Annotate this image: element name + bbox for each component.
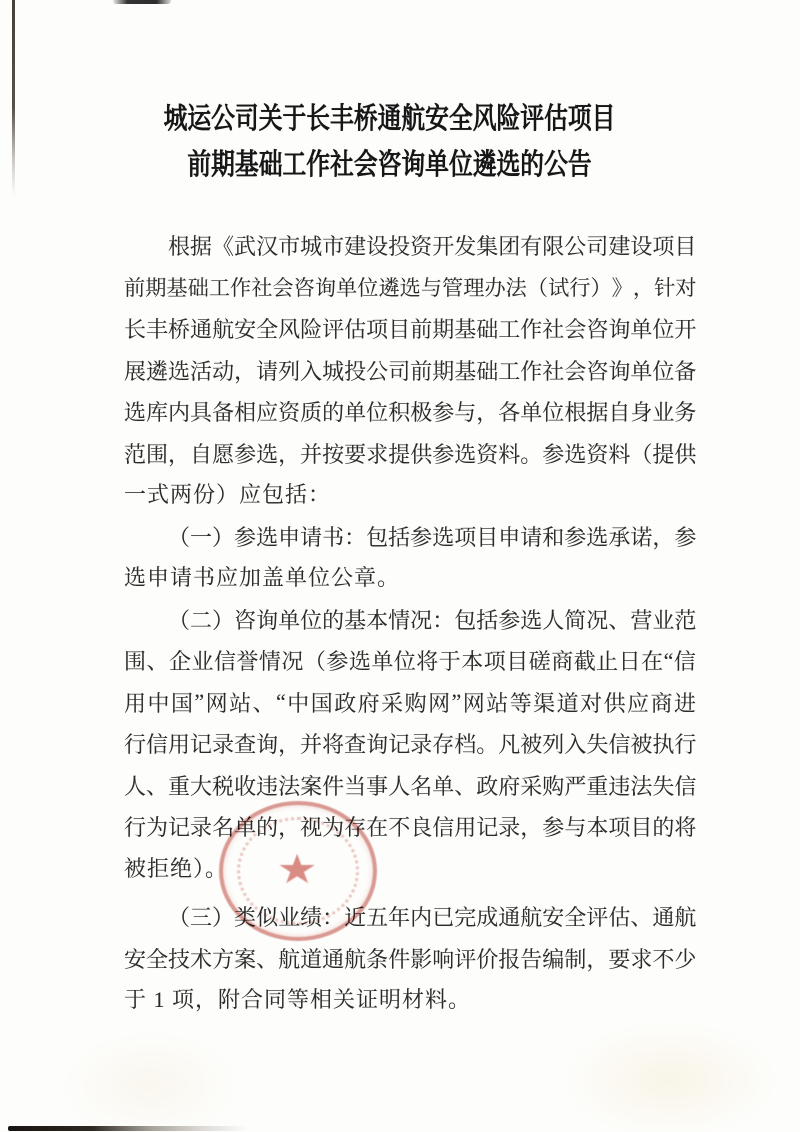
scan-artifact-bottom-edge <box>8 1126 248 1131</box>
text-line: 选申请书应加盖单位公章。 <box>124 565 401 590</box>
document-title <box>0 96 780 188</box>
text-line: 行 信 用 记 录 查 询 ， 并 将 查 询 记 录 存 档 。 凡 被 列 入 失 信 被 执 行 <box>124 732 697 758</box>
text-line: 人 、 重 大 税 收 违 法 案 件 当 事 人 名 单 、 政 府 采 购 严 重 违 法 失 信 <box>124 773 697 799</box>
star-icon: ★ <box>276 845 318 893</box>
scan-tint-blob <box>60 1030 240 1132</box>
text-line: 行 为 记 录 名 单 的 ， 视 为 存 在 不 良 信 用 记 录 ， 参 与 本 项 目 的 将 <box>124 815 697 841</box>
text-line: 范 围 ， 自 愿 参 选 ， 并 按 要 求 提 供 参 选 资 料 。 参 选 资 料 （ 提 供 <box>124 441 697 467</box>
scan-artifact-top-smudge <box>113 0 171 4</box>
text-line: 围 、 企 业 信 誉 情 况 （ 参 选 单 位 将 于 本 项 目 磋 商 截 止 日 在 “ 信 <box>124 647 696 675</box>
text-line: （ 一 ） 参 选 申 请 书 ： 包 括 参 选 项 目 申 请 和 参 选 承 诺 ， 参 <box>168 524 697 550</box>
scan-tint-blob <box>560 1020 780 1132</box>
text-line: 于 1 项，附合同等相关证明材料。 <box>124 987 472 1012</box>
document-body <box>124 225 696 1021</box>
text-line: 根 据 《 武 汉 市 城 市 建 设 投 资 开 发 集 团 有 限 公 司 建 设 项 目 <box>168 234 697 260</box>
text-line: 被拒绝）。 <box>124 855 229 881</box>
text-line: （ 三 ） 类 似 业 绩 ： 近 五 年 内 已 完 成 通 航 安 全 评 估 、 通 航 <box>168 905 697 931</box>
text-line: 用 中 国 ” 网 站 、 “ 中 国 政 府 采 购 网 ” 网 站 等 渠 道 对 供 应 商 进 <box>124 689 696 716</box>
title-line-2: 前期基础工作社会咨询单位遴选的公告 <box>187 149 593 181</box>
text-line: 前 期 基 础 工 作 社 会 咨 询 单 位 遴 选 与 管 理 办 法 （ 试 行 ） 》 ， 针 对 <box>124 276 697 301</box>
text-line: 安 全 技 术 方 案 、 航 道 通 航 条 件 影 响 评 价 报 告 编 制 ， 要 求 不 少 <box>124 946 697 972</box>
text-line: （ 二 ） 咨 询 单 位 的 基 本 情 况 ： 包 括 参 选 人 简 况 、 营 业 范 <box>168 607 697 633</box>
text-line: 选 库 内 具 备 相 应 资 质 的 单 位 积 极 参 与 ， 各 单 位 根 据 自 身 业 务 <box>124 400 697 426</box>
title-line-1: 城运公司关于长丰桥通航安全风险评估项目 <box>164 103 616 135</box>
text-line: 一式两份）应包括： <box>124 482 332 507</box>
text-line: 长 丰 桥 通 航 安 全 风 险 评 估 项 目 前 期 基 础 工 作 社 会 咨 询 单 位 开 <box>124 317 697 343</box>
text-line: 展 遴 选 活 动 ， 请 列 入 城 投 公 司 前 期 基 础 工 作 社 会 咨 询 单 位 备 <box>124 358 697 384</box>
